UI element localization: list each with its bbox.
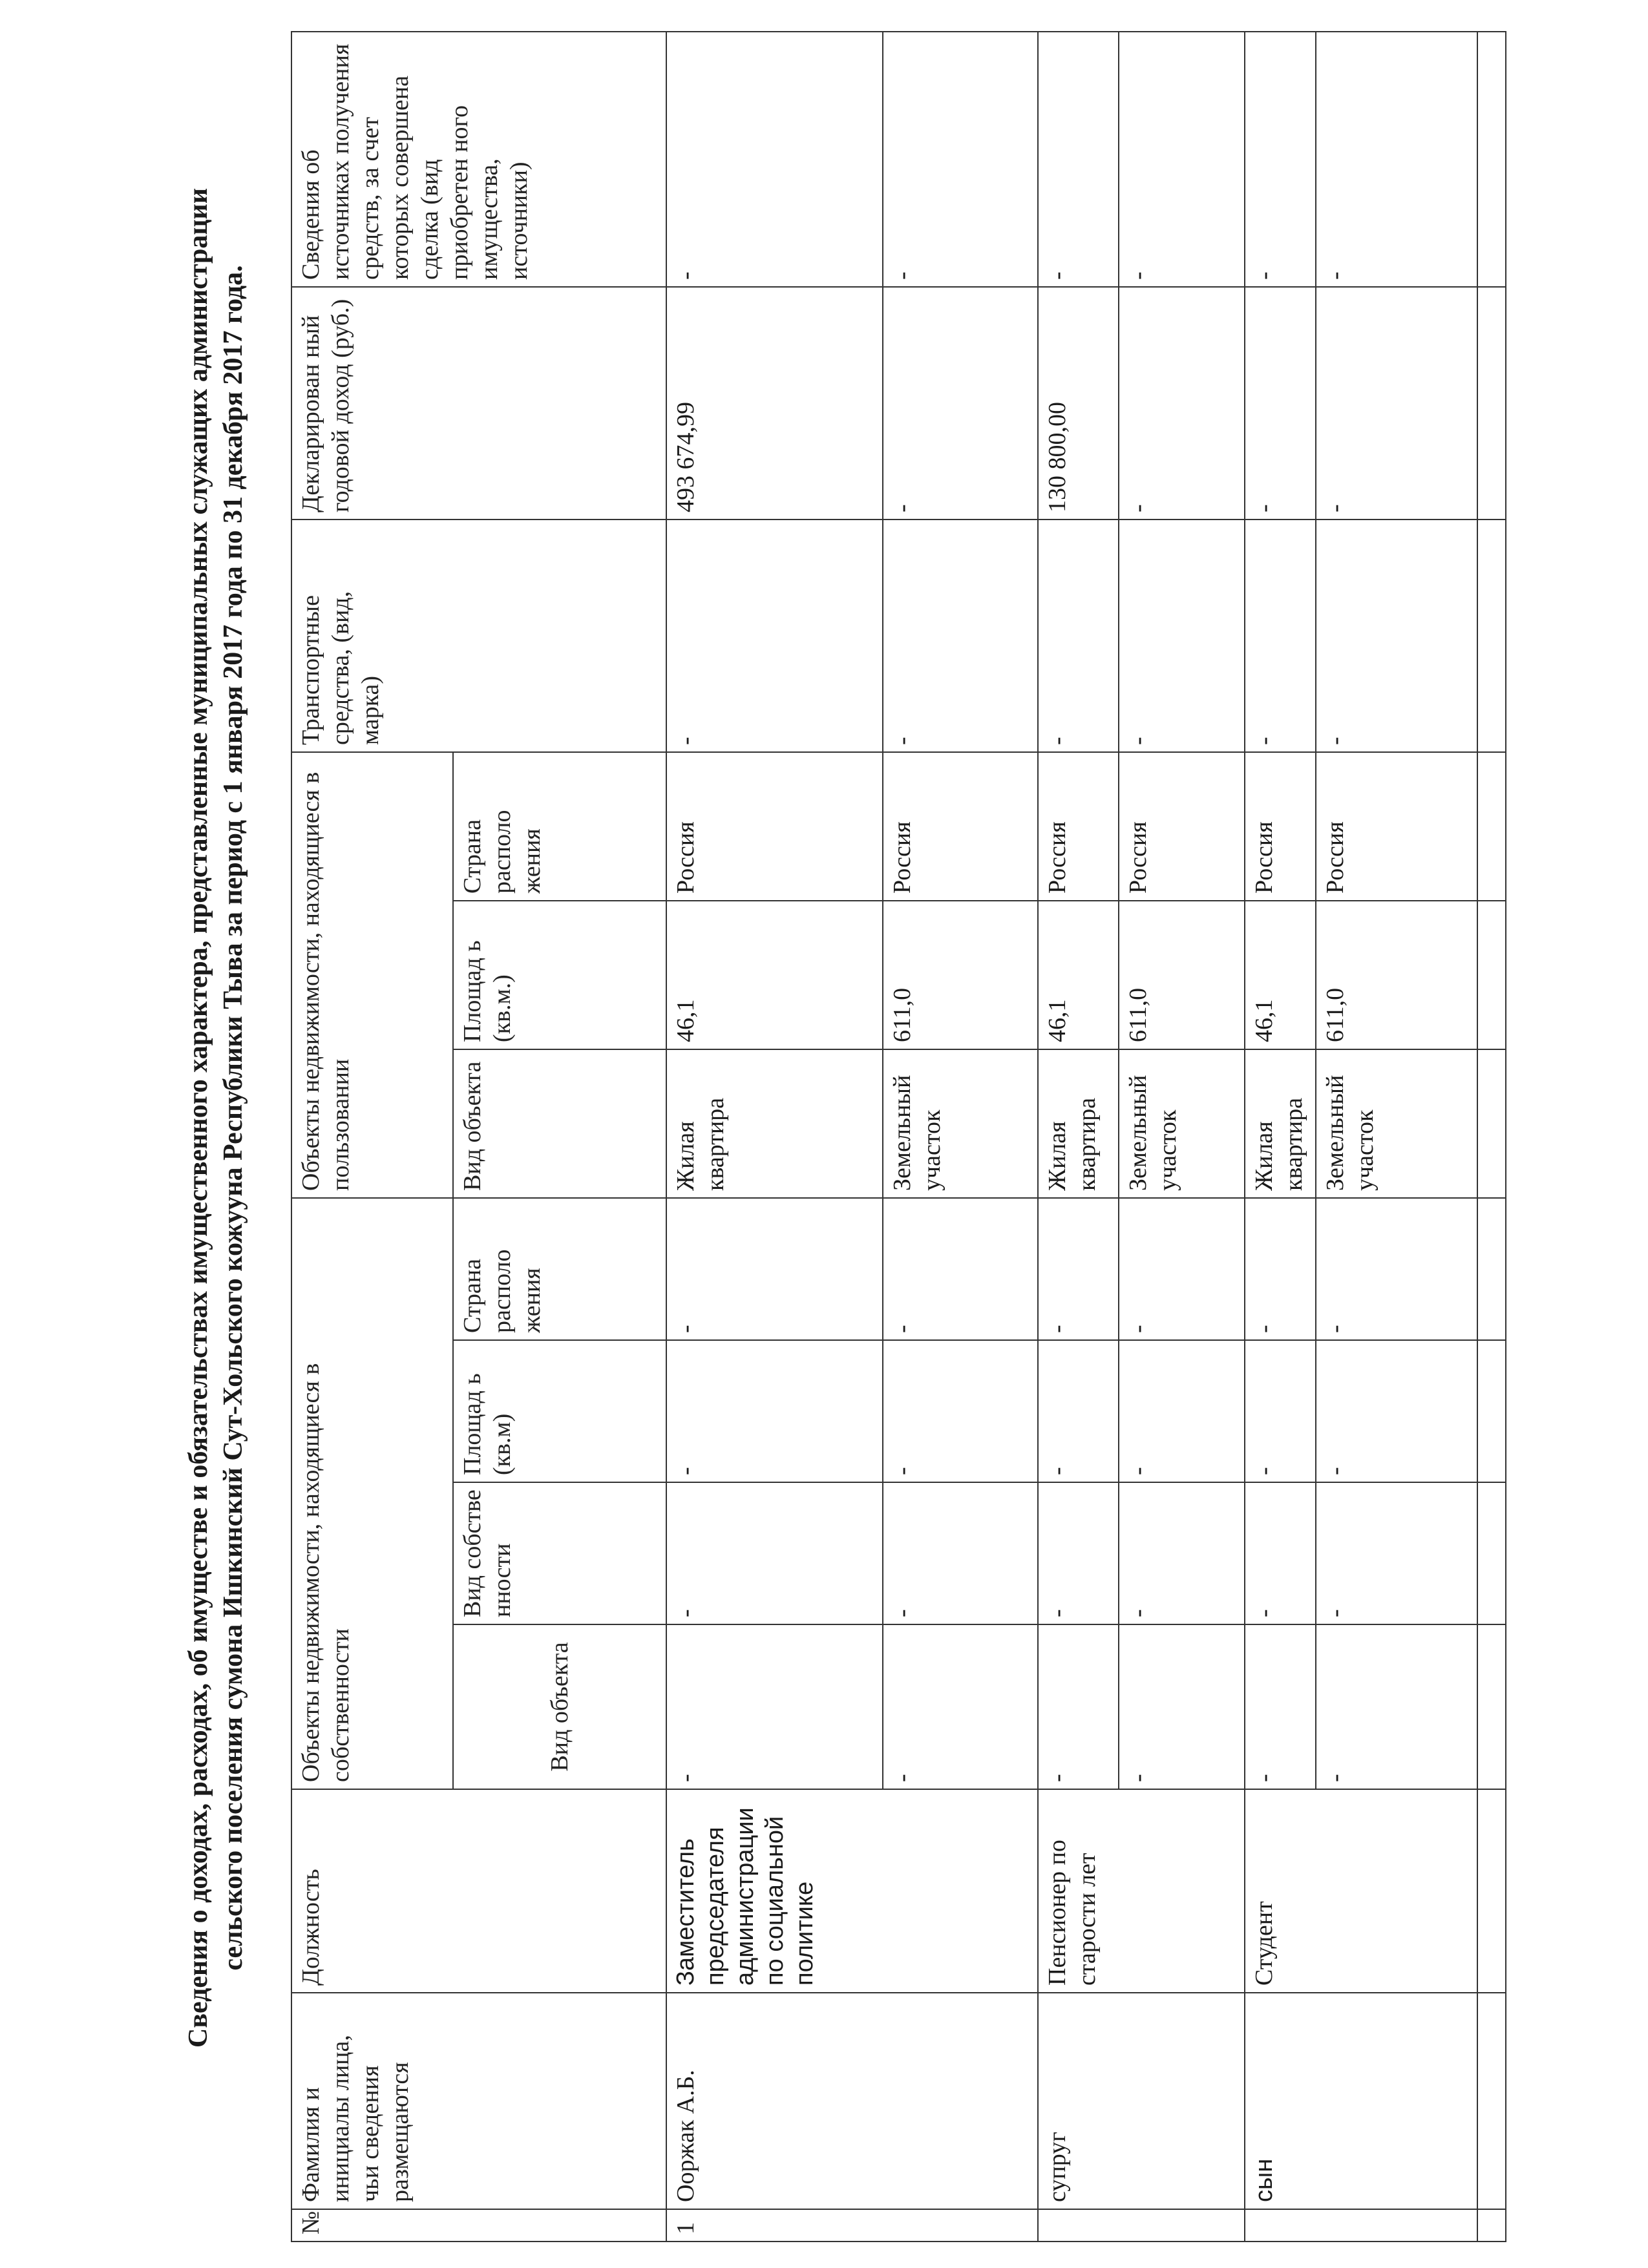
row-sources: - (1038, 32, 1119, 287)
row-owned-area: - (1038, 1340, 1119, 1482)
row-num (1245, 2209, 1477, 2242)
header-position: Должность (291, 1789, 666, 1993)
header-owned-country: Страна располо жения (453, 1198, 666, 1340)
row-used-area: 46,1 (1038, 901, 1119, 1049)
row-owned-area: - (1316, 1340, 1477, 1482)
row-used-type: Земельный участок (1316, 1049, 1477, 1198)
table-row (1038, 32, 1119, 2242)
row-vehicles: - (1245, 520, 1316, 752)
row-income: 493 674,99 (666, 287, 883, 520)
header-vehicles: Транспортные средства, (вид, марка) (291, 520, 666, 752)
header-used-country: Страна располо жения (453, 752, 666, 901)
row-owned-type: - (666, 1624, 883, 1789)
row-vehicles: - (1119, 520, 1245, 752)
row-sources: - (1119, 32, 1245, 287)
row-owned-ownership: - (1316, 1482, 1477, 1624)
row-used-country: Россия (1316, 752, 1477, 901)
row-owned-area: - (666, 1340, 883, 1482)
empty-row (1477, 32, 1506, 2242)
row-position: Студент (1245, 1789, 1477, 1993)
row-owned-country: - (883, 1198, 1038, 1340)
header-income: Декларирован ный годовой доход (руб.) (291, 287, 666, 520)
row-income: - (1245, 287, 1316, 520)
row-owned-type: - (1038, 1624, 1119, 1789)
row-owned-area: - (1119, 1340, 1245, 1482)
row-income: 130 800,00 (1038, 287, 1119, 520)
row-num: 1 (666, 2209, 1038, 2242)
row-owned-country: - (1316, 1198, 1477, 1340)
header-sources: Сведения об источниках получения средств, за счет которых совершена сделка (вид приобретен ного имущества, источники) (291, 32, 666, 287)
row-used-area: 46,1 (1245, 901, 1316, 1049)
row-used-type: Земельный участок (1119, 1049, 1245, 1198)
row-used-country: Россия (1245, 752, 1316, 901)
row-sources: - (883, 32, 1038, 287)
row-used-country: Россия (1119, 752, 1245, 901)
title-line-2: сельского поселения сумона Ишкинский Сут-Хольского кожууна Республики Тыва за период с 1 января 2017 года по 31 декабря 2017 года. (218, 265, 248, 1971)
row-used-area: 611,0 (1119, 901, 1245, 1049)
row-income: - (1119, 287, 1245, 520)
row-used-type: Жилая квартира (666, 1049, 883, 1198)
row-owned-ownership: - (883, 1482, 1038, 1624)
row-used-area: 611,0 (1316, 901, 1477, 1049)
row-used-area: 46,1 (666, 901, 883, 1049)
row-name: сын (1245, 1993, 1477, 2209)
table-row (666, 32, 883, 2242)
row-used-type: Земельный участок (883, 1049, 1038, 1198)
row-owned-ownership: - (1245, 1482, 1316, 1624)
row-vehicles: - (1038, 520, 1119, 752)
row-owned-ownership: - (1038, 1482, 1119, 1624)
row-used-country: Россия (1038, 752, 1119, 901)
row-owned-country: - (1119, 1198, 1245, 1340)
title-line-1: Сведения о доходах, расходах, об имуществе и обязательствах имущественного характера, представленные муниципальных служащих администрации (184, 188, 213, 2048)
row-used-country: Россия (883, 752, 1038, 901)
header-used-group: Объекты недвижимости, находящиеся в пользовании (291, 752, 453, 1198)
row-vehicles: - (666, 520, 883, 752)
row-sources: - (666, 32, 883, 287)
row-sources: - (1245, 32, 1316, 287)
row-owned-type: - (883, 1624, 1038, 1789)
row-name: Ооржак А.Б. (666, 1993, 1038, 2209)
header-owned-group: Объекты недвижимости, находящиеся в собственности (291, 1198, 453, 1789)
row-position: Пенсионер по старости лет (1038, 1789, 1245, 1993)
row-income: - (883, 287, 1038, 520)
row-owned-ownership: - (1119, 1482, 1245, 1624)
row-used-country: Россия (666, 752, 883, 901)
header-used-type: Вид объекта (453, 1049, 666, 1198)
row-used-area: 611,0 (883, 901, 1038, 1049)
header-owned-type: Вид объекта (453, 1624, 666, 1789)
row-num (1038, 2209, 1245, 2242)
row-position: Заместитель председателя администрации по социальной политике (666, 1789, 1038, 1993)
row-owned-country: - (1038, 1198, 1119, 1340)
declaration-table (291, 31, 1506, 2242)
row-owned-country: - (666, 1198, 883, 1340)
row-used-type: Жилая квартира (1038, 1049, 1119, 1198)
row-owned-type: - (1119, 1624, 1245, 1789)
header-used-area: Площад ь (кв.м.) (453, 901, 666, 1049)
row-owned-type: - (1316, 1624, 1477, 1789)
header-owned-ownership: Вид собстве нности (453, 1482, 666, 1624)
row-owned-ownership: - (666, 1482, 883, 1624)
document-title (181, 84, 251, 2152)
row-owned-area: - (883, 1340, 1038, 1482)
header-row-1 (291, 32, 453, 2242)
header-name: Фамилия и инициалы лица, чьи сведения размещаются (291, 1993, 666, 2209)
row-name: супруг (1038, 1993, 1245, 2209)
row-vehicles: - (1316, 520, 1477, 752)
row-income: - (1316, 287, 1477, 520)
header-num: № (291, 2209, 666, 2242)
table-row (1245, 32, 1316, 2242)
row-vehicles: - (883, 520, 1038, 752)
row-sources: - (1316, 32, 1477, 287)
row-used-type: Жилая квартира (1245, 1049, 1316, 1198)
header-owned-area: Площад ь (кв.м) (453, 1340, 666, 1482)
row-owned-area: - (1245, 1340, 1316, 1482)
row-owned-country: - (1245, 1198, 1316, 1340)
row-owned-type: - (1245, 1624, 1316, 1789)
